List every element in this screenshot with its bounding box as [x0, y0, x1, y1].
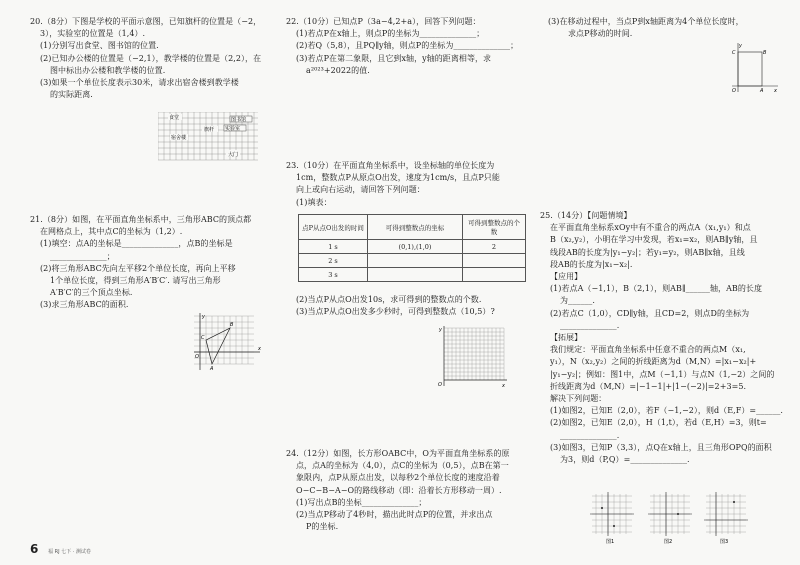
canteen-label: 食堂: [169, 115, 180, 121]
fig2-caption: 图2: [664, 539, 673, 544]
origin-label: O: [195, 354, 199, 360]
table-header: 可得到整数点的坐标: [368, 215, 463, 240]
table-cell: [368, 254, 463, 268]
q25-line: (2)若点C（1,0），CD∥y轴，且CD=2，则点D的坐标为: [550, 308, 750, 318]
q21-line: 21.（8分）如图，在平面直角坐标系中，三角形ABC的顶点都: [30, 215, 252, 224]
q25-line: |y₁−y₂|；例如：图1中，点M（−1,1）与点N（1,−2）之间的: [550, 369, 775, 379]
q21-line: A′B′C′的三个顶点坐标.: [50, 288, 133, 298]
figure-2-grid: [648, 492, 694, 544]
series-footer: 福 RJ 七下 · 测试卷: [48, 549, 91, 555]
q21-line: (1)填空：点A的坐标是______________，点B的坐标是: [40, 239, 233, 249]
table-cell: [368, 268, 463, 282]
q23-line: (2)当点P从点O出发10s，求可得到的整数点的个数.: [296, 295, 482, 304]
triangle-figure: [192, 312, 264, 372]
q25-line: 在平面直角坐标系xOy中有不重合的两点A（x₁,y₁）和点: [550, 223, 751, 233]
origin-label: O: [732, 88, 736, 94]
table-cell: 2: [463, 240, 526, 254]
q23-line: 23.（10分）在平面直角坐标系中，设坐标轴的单位长度为: [286, 161, 495, 170]
rectangle-oabc-figure: [730, 42, 780, 94]
table-cell: 2 s: [299, 254, 368, 268]
q24-line: 象限内，点P从原点出发，以每秒2个单位长度的速度沿着: [296, 473, 500, 483]
q21-line: 在网格点上，其中点C的坐标为（1,2）.: [40, 227, 183, 237]
question-20: [30, 16, 261, 101]
fig3-caption: 图3: [720, 539, 729, 544]
point-c-label: C: [732, 50, 736, 56]
q20-line: 的实际距离.: [50, 90, 93, 100]
q21-line: ______________；: [50, 251, 115, 261]
library-label: 图书馆: [231, 117, 247, 123]
q25-line: (1)如图2，已知E（2,0），若F（−1,−2），则d（E,F）=______.: [550, 406, 784, 416]
axis-y-label: y: [739, 43, 742, 49]
q25-line: 我们规定：平面直角坐标系中任意不重合的两点M（x₁,: [550, 345, 746, 355]
q22-line: (3)若点P在第二象限，且它到x轴，y轴的距离相等，求: [296, 53, 492, 63]
point-b-label: B: [230, 322, 234, 328]
point-a-label: A: [210, 366, 214, 372]
origin-label: O: [438, 382, 442, 388]
q25-line: (2)如图2，已知E（2,0），H（1,t），若d（E,H）=3，则t=: [550, 418, 767, 428]
fig1-caption: 图1: [606, 539, 615, 544]
q25-line: 为3，则d（P,Q）=______________.: [560, 455, 690, 465]
q20-line: (1)分别写出食堂、图书馆的位置.: [40, 41, 159, 51]
q25-line: y₁），N（x₂,y₂）之间的折线距离为d（M,N）=|x₁−x₂|+: [550, 357, 757, 367]
table-cell: [463, 254, 526, 268]
question-21: [30, 214, 251, 312]
q20-line: 3），实验室的位置是（1,4）.: [40, 29, 146, 39]
q21-line: (3)求三角形ABC的面积.: [40, 300, 129, 310]
q24-line: 24.（12分）如图，长方形OABC中，O为平面直角坐标系的原: [286, 449, 510, 458]
school-map-figure: [158, 112, 260, 162]
q23-table: [298, 214, 526, 282]
table-cell: [463, 268, 526, 282]
q21-line: (2)将三角形ABC先向左平移2个单位长度，再向上平移: [40, 263, 236, 273]
flagpole-label: 旗杆: [204, 127, 215, 133]
axis-y-label: y: [439, 327, 442, 333]
q21-line: 1个单位长度，得到三角形A′B′C′. 请写出三角形: [50, 276, 221, 286]
table-header: 点P从点O出发的时间: [299, 215, 368, 240]
question-22: [286, 16, 518, 77]
q24-line: 求点P移动的时间.: [568, 29, 633, 39]
q24-line: P的坐标.: [306, 522, 339, 532]
page-number: 6: [30, 542, 39, 556]
lattice-grid-figure: [436, 326, 508, 388]
gate-label: 大门: [228, 152, 239, 158]
table-header: 可得到整数点的个数: [463, 215, 526, 240]
axis-x-label: x: [502, 383, 505, 388]
dorm-label: 宿舍楼: [171, 135, 187, 141]
lab-label: 实验室: [225, 126, 241, 132]
point-b-label: B: [763, 50, 767, 56]
table-cell: (0,1),(1,0): [368, 240, 463, 254]
q22-line: (1)若点P在x轴上，则点P的坐标为______________；: [296, 29, 485, 39]
q23-line: (3)当点P从点O出发多少秒时，可得到整数点（10,5）?: [296, 307, 495, 317]
q25-line: 线段AB的长度为|y₁−y₂|；若y₁=y₂，则AB∥x轴，且线: [550, 247, 745, 257]
question-23: [286, 160, 500, 209]
q22-line: 22.（10分）已知点P（3a−4,2+a），回答下列问题：: [286, 17, 481, 26]
q25-line: B（x₂,y₂），小明在学习中发现，若x₁=x₂，则AB∥y轴，且: [550, 235, 758, 245]
table-cell: 3 s: [299, 268, 368, 282]
q25-line: 【拓展】: [550, 333, 583, 343]
table-cell: 1 s: [299, 240, 368, 254]
axis-y-label: y: [202, 314, 205, 320]
q20-line: 图中标出办公楼和教学楼的位置.: [50, 65, 166, 75]
question-24: [286, 448, 510, 533]
q25-line: 为______.: [560, 296, 595, 306]
q20-line: 20.（8分）下图是学校的平面示意图，已知旗杆的位置是（−2，: [30, 17, 262, 26]
question-23-after: [296, 294, 495, 318]
q22-line: (2)若Q（5,8），且PQ∥y轴，则点P的坐标为______________；: [296, 41, 519, 51]
q20-line: (2)已知办公楼的位置是（−2,1），教学楼的位置是（2,2），在: [40, 53, 262, 63]
q24-line: (2)当点P移动了4秒时，描出此时点P的位置，并求出点: [296, 510, 493, 520]
q25-line: (1)若点A（−1,1），B（2,1），则AB∥______轴，AB的长度: [550, 284, 762, 294]
q23-line: 1cm，整数点P从原点O出发，速度为1cm/s，且点P只能: [296, 173, 500, 183]
q25-line: 【应用】: [550, 272, 583, 282]
question-24-continued: [548, 16, 744, 40]
q23-line: (1)填表：: [296, 197, 332, 207]
q24-line: (3)在移动过程中，当点P到x轴距离为4个单位长度时，: [548, 17, 744, 26]
q25-line: 折线距离为d（M,N）=|−1−1|+|1−(−2)|=2+3=5.: [550, 381, 747, 391]
q23-line: 向上或向右运动，请回答下列问题：: [296, 185, 425, 195]
q25-line: (3)如图3，已知P（3,3），点Q在x轴上，且三角形OPQ的面积: [550, 442, 772, 452]
figure-3-grid: [704, 492, 750, 544]
q25-line: 解决下列问题：: [550, 394, 607, 404]
point-c-label: C: [201, 335, 205, 341]
q25-line: ______________.: [560, 320, 620, 330]
q24-line: 点，点A的坐标为（4,0），点C的坐标为（0,5），点B在第一: [296, 461, 509, 471]
q25-line: 25.（14分）【问题情境】: [540, 211, 632, 220]
figure-1-grid: [590, 492, 636, 544]
q20-line: (3)如果一个单位长度表示30米，请求出宿舍楼到教学楼: [40, 78, 239, 88]
axis-x-label: x: [258, 346, 261, 352]
axis-x-label: x: [774, 88, 777, 94]
question-25: [540, 210, 783, 466]
q25-line: 段AB的长度为|x₁−x₂|.: [550, 259, 633, 269]
q24-line: O−C−B−A−O的路线移动（即：沿着长方形移动一周）.: [296, 485, 502, 495]
q22-line: a²⁰²³+2022的值.: [306, 65, 370, 75]
point-a-label: A: [760, 88, 764, 94]
q25-line: ______________.: [560, 430, 620, 440]
q24-line: (1)写出点B的坐标______________；: [296, 497, 427, 507]
